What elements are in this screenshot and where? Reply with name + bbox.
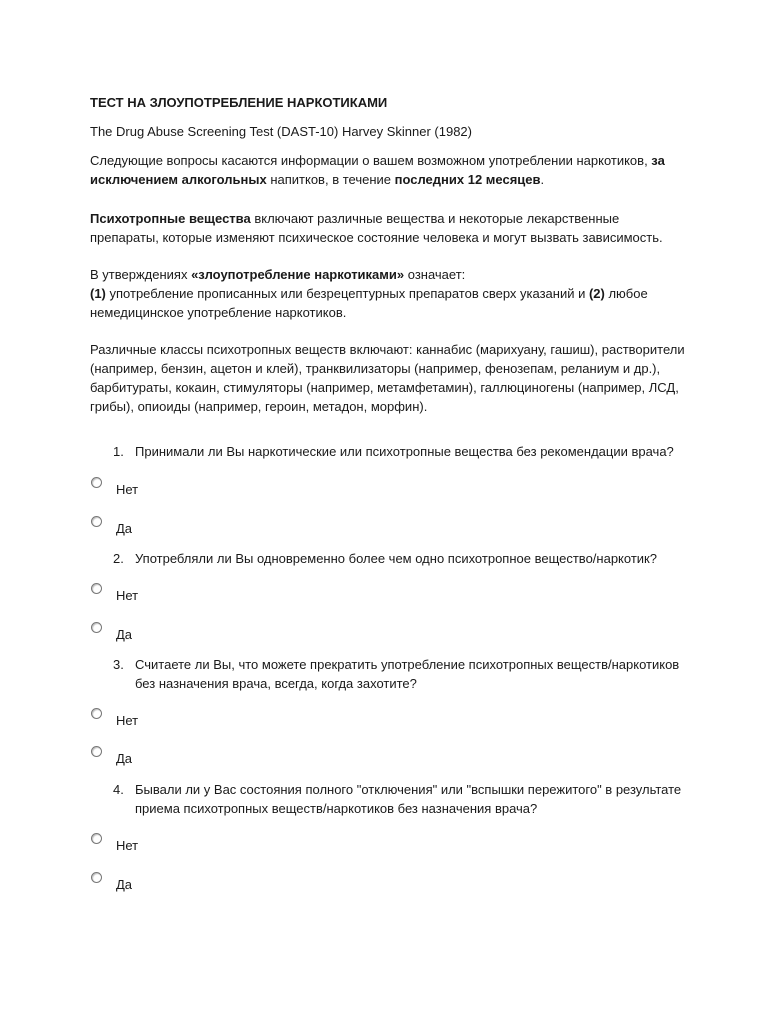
option-label: Нет <box>116 482 139 497</box>
abuse-item-marker: (2) <box>588 286 605 301</box>
abuse-definition-paragraph <box>90 265 690 322</box>
abuse-text: любое немедицинское употребление наркотиков. <box>90 286 648 320</box>
radio-button-icon[interactable] <box>91 708 102 719</box>
radio-button-icon[interactable] <box>91 516 102 527</box>
abuse-text: означает: <box>404 267 466 282</box>
option-label: Да <box>116 751 133 766</box>
question-number: 2. <box>113 551 124 566</box>
option-label: Нет <box>116 588 139 603</box>
abuse-term: «злоупотребление наркотиками» <box>191 267 405 282</box>
intro-text: Следующие вопросы касаются информации о вашем возможном употреблении наркотиков, <box>90 153 652 168</box>
radio-button-icon[interactable] <box>91 477 102 488</box>
abuse-text: употребление прописанных или безрецептурных препаратов сверх указаний и <box>105 286 589 301</box>
question-1 <box>113 442 693 461</box>
definition-paragraph <box>90 209 690 247</box>
intro-bold-exclusion: за исключением алкогольных <box>90 153 665 187</box>
intro-paragraph <box>90 151 690 189</box>
question-text: Считаете ли Вы, что можете прекратить употребление психотропных веществ/наркотиков без назначения врача, всегда, когда захотите? <box>135 657 680 691</box>
radio-button-icon[interactable] <box>91 746 102 757</box>
question-2 <box>113 549 693 568</box>
question-text: Принимали ли Вы наркотические или психотропные вещества без рекомендации врача? <box>135 444 674 459</box>
option-label: Да <box>116 627 133 642</box>
question-text: Употребляли ли Вы одновременно более чем одно психотропное вещество/наркотик? <box>135 551 657 566</box>
question-text: Бывали ли у Вас состояния полного "отключения" или "вспышки пережитого" в результате приема психотропных веществ/наркотиков без назначения врача? <box>135 782 682 816</box>
classes-paragraph: Различные классы психотропных веществ включают: каннабис (марихуану, гашиш), растворители (например, бензин, ацетон и клей), транквилизаторы (например, фенозепам, реланиум и др.), барбитураты, кокаин, стимуляторы (например, метамфетамин), галлюциногены (например, ЛСД, грибы), опиоиды (например, героин, метадон, морфин). <box>90 342 685 414</box>
abuse-text: В утверждениях <box>90 267 192 282</box>
definition-term: Психотропные вещества <box>90 211 251 226</box>
radio-button-icon[interactable] <box>91 872 102 883</box>
definition-text: включают различные вещества и некоторые лекарственные препараты, которые изменяют психическое состояние человека и могут вызвать зависимость. <box>90 211 663 245</box>
option-label: Нет <box>116 838 139 853</box>
radio-button-icon[interactable] <box>91 583 102 594</box>
question-number: 4. <box>113 782 124 797</box>
intro-bold-period: последних 12 месяцев <box>394 172 541 187</box>
question-3 <box>113 655 693 693</box>
question-4 <box>113 780 693 818</box>
question-number: 3. <box>113 657 124 672</box>
option-label: Нет <box>116 713 139 728</box>
intro-text: напитков, в течение <box>266 172 395 187</box>
document-title: ТЕСТ НА ЗЛОУПОТРЕБЛЕНИЕ НАРКОТИКАМИ <box>90 95 388 110</box>
question-number: 1. <box>113 444 124 459</box>
radio-button-icon[interactable] <box>91 833 102 844</box>
option-label: Да <box>116 877 133 892</box>
document-subtitle: The Drug Abuse Screening Test (DAST-10) Harvey Skinner (1982) <box>90 124 472 139</box>
intro-text: . <box>540 172 545 187</box>
option-label: Да <box>116 521 133 536</box>
abuse-item-marker: (1) <box>90 286 106 301</box>
radio-button-icon[interactable] <box>91 622 102 633</box>
